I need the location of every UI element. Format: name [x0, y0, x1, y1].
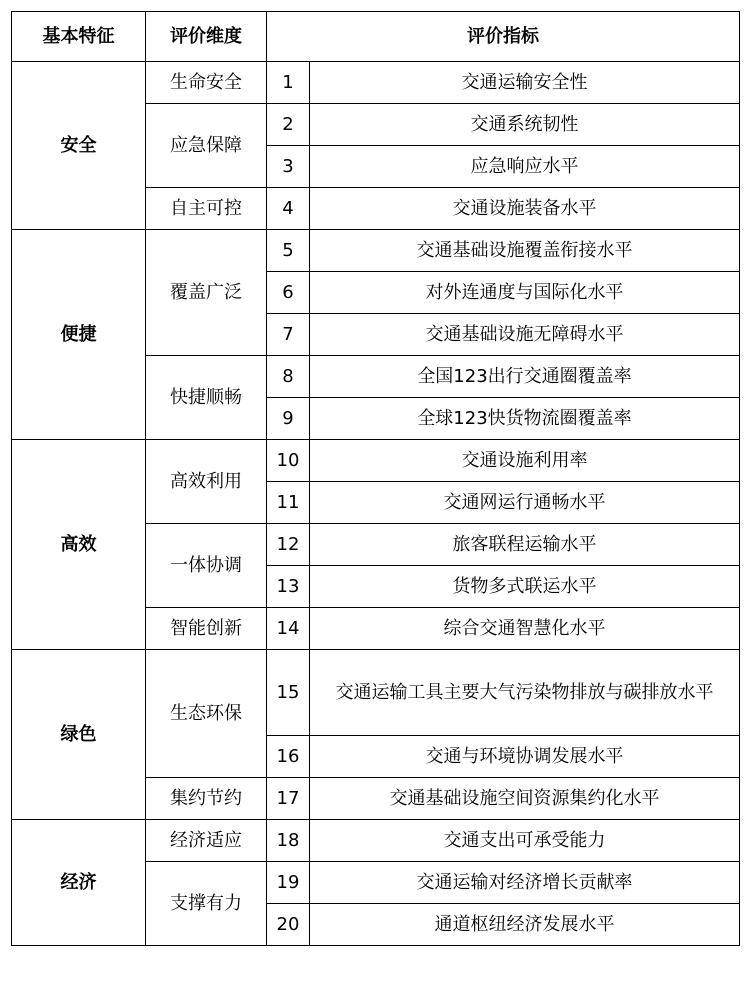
header-indicator: 评价指标	[267, 12, 740, 62]
indicator-name: 交通支出可承受能力	[310, 820, 740, 862]
indicator-number: 7	[267, 314, 310, 356]
table-row	[12, 62, 740, 104]
dimension-cell: 应急保障	[146, 104, 267, 188]
dimension-cell: 自主可控	[146, 188, 267, 230]
dimension-cell: 经济适应	[146, 820, 267, 862]
indicator-name: 交通网运行通畅水平	[310, 482, 740, 524]
feature-cell: 高效	[12, 440, 146, 650]
indicator-name: 交通运输对经济增长贡献率	[310, 862, 740, 904]
indicator-number: 19	[267, 862, 310, 904]
dimension-cell: 支撑有力	[146, 862, 267, 946]
indicator-name: 旅客联程运输水平	[310, 524, 740, 566]
indicator-number: 4	[267, 188, 310, 230]
feature-cell: 绿色	[12, 650, 146, 820]
indicator-number: 10	[267, 440, 310, 482]
header-row	[12, 12, 740, 62]
indicator-name: 交通设施装备水平	[310, 188, 740, 230]
feature-cell: 便捷	[12, 230, 146, 440]
indicator-number: 14	[267, 608, 310, 650]
header-feature: 基本特征	[12, 12, 146, 62]
indicator-number: 13	[267, 566, 310, 608]
indicator-number: 11	[267, 482, 310, 524]
table-row	[12, 650, 740, 736]
indicator-number: 2	[267, 104, 310, 146]
table-row	[12, 230, 740, 272]
indicator-name: 货物多式联运水平	[310, 566, 740, 608]
dimension-cell: 覆盖广泛	[146, 230, 267, 356]
indicator-name: 应急响应水平	[310, 146, 740, 188]
indicator-number: 1	[267, 62, 310, 104]
feature-cell: 安全	[12, 62, 146, 230]
indicator-name: 对外连通度与国际化水平	[310, 272, 740, 314]
indicator-name: 综合交通智慧化水平	[310, 608, 740, 650]
indicator-name: 交通基础设施覆盖衔接水平	[310, 230, 740, 272]
table-row	[12, 440, 740, 482]
indicator-number: 6	[267, 272, 310, 314]
indicator-number: 12	[267, 524, 310, 566]
indicator-number: 17	[267, 778, 310, 820]
indicator-number: 5	[267, 230, 310, 272]
indicator-name: 交通运输工具主要大气污染物排放与碳排放水平	[310, 650, 740, 736]
dimension-cell: 生命安全	[146, 62, 267, 104]
indicator-number: 9	[267, 398, 310, 440]
indicator-number: 3	[267, 146, 310, 188]
dimension-cell: 快捷顺畅	[146, 356, 267, 440]
indicator-name: 交通基础设施无障碍水平	[310, 314, 740, 356]
dimension-cell: 高效利用	[146, 440, 267, 524]
indicator-number: 8	[267, 356, 310, 398]
indicator-name: 交通系统韧性	[310, 104, 740, 146]
indicator-name: 通道枢纽经济发展水平	[310, 904, 740, 946]
indicator-name: 全国123出行交通圈覆盖率	[310, 356, 740, 398]
evaluation-table	[11, 11, 740, 946]
dimension-cell: 集约节约	[146, 778, 267, 820]
header-dimension: 评价维度	[146, 12, 267, 62]
dimension-cell: 智能创新	[146, 608, 267, 650]
indicator-name: 交通运输安全性	[310, 62, 740, 104]
dimension-cell: 生态环保	[146, 650, 267, 778]
indicator-name: 交通设施利用率	[310, 440, 740, 482]
indicator-number: 18	[267, 820, 310, 862]
dimension-cell: 一体协调	[146, 524, 267, 608]
indicator-number: 16	[267, 736, 310, 778]
table-row	[12, 820, 740, 862]
indicator-name: 交通与环境协调发展水平	[310, 736, 740, 778]
feature-cell: 经济	[12, 820, 146, 946]
indicator-number: 15	[267, 650, 310, 736]
indicator-name: 全球123快货物流圈覆盖率	[310, 398, 740, 440]
indicator-name: 交通基础设施空间资源集约化水平	[310, 778, 740, 820]
indicator-number: 20	[267, 904, 310, 946]
